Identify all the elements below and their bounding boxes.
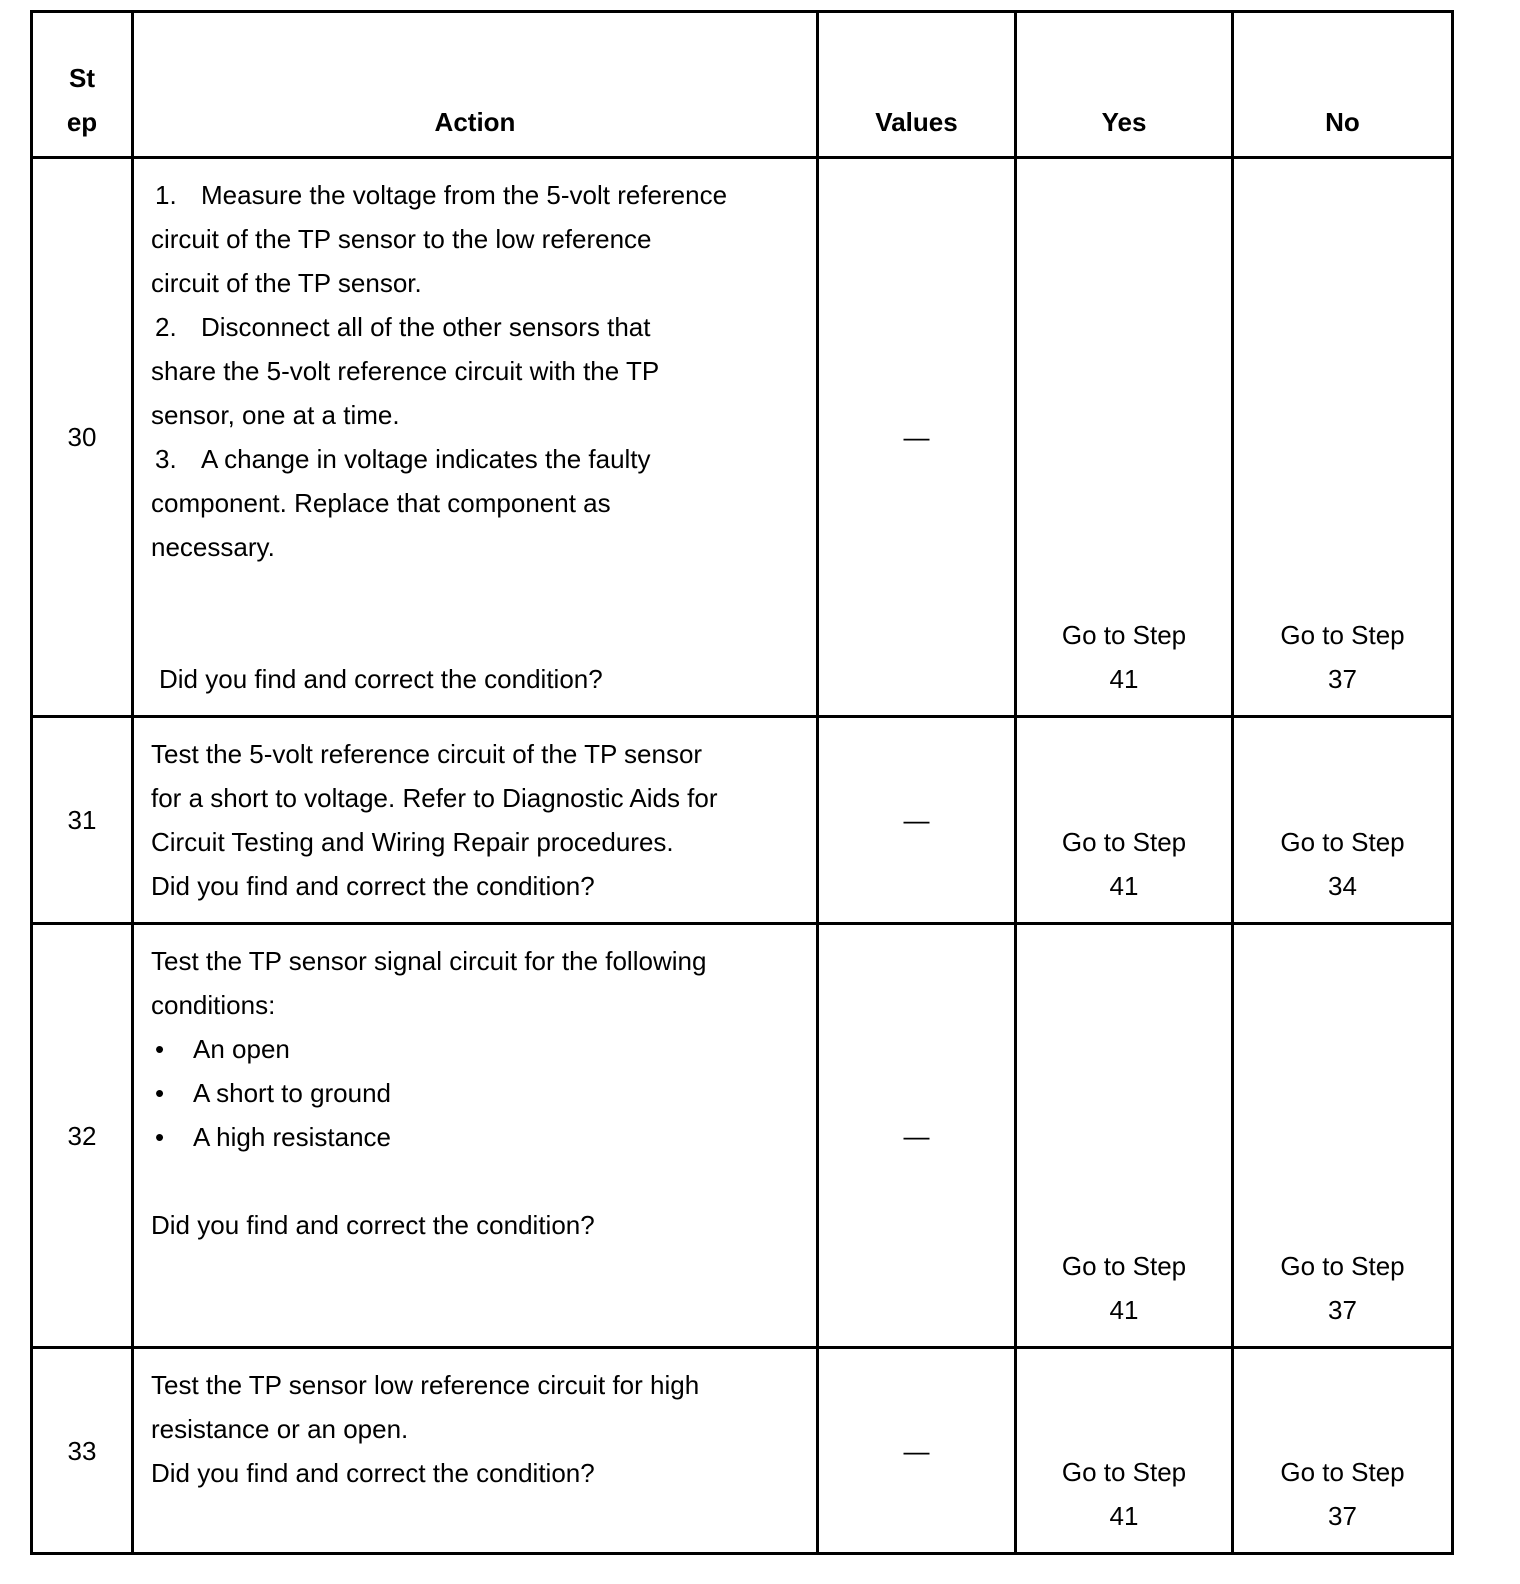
- table-row: [32, 158, 1453, 717]
- step-number: 33: [32, 1348, 133, 1554]
- action-cell: 1. Measure the voltage from the 5-volt reference circuit of the TP sensor to the low reference circuit of the TP sensor. 2. Disconnect all of the other sensors that share the 5-volt reference circuit with the TP sensor, one at a time. 3. A change in voltage indicates the faulty component. Replace that component as necessary. Did you find and correct the condition?: [133, 158, 818, 717]
- step-number: 32: [32, 924, 133, 1348]
- yes-cell: Go to Step 41: [1016, 1348, 1233, 1554]
- bullet-item: • An open: [155, 1034, 290, 1064]
- no-cell: Go to Step 37: [1233, 1348, 1453, 1554]
- yes-cell: Go to Step 41: [1016, 717, 1233, 924]
- value-cell: —: [818, 158, 1016, 717]
- header-values: Values: [818, 12, 1016, 158]
- table-row: [32, 924, 1453, 1348]
- step-number: 30: [32, 158, 133, 717]
- table-row: [32, 717, 1453, 924]
- question-text: Did you find and correct the condition?: [151, 1458, 595, 1488]
- header-action: Action: [133, 12, 818, 158]
- question-text: Did you find and correct the condition?: [159, 664, 603, 694]
- value-cell: —: [818, 1348, 1016, 1554]
- bullet-item: • A high resistance: [155, 1122, 392, 1152]
- step-number: 31: [32, 717, 133, 924]
- header-no: No: [1233, 12, 1453, 158]
- yes-cell: Go to Step 41: [1016, 158, 1233, 717]
- header-step: St ep: [32, 12, 133, 158]
- header-yes: Yes: [1016, 12, 1233, 158]
- value-cell: —: [818, 924, 1016, 1348]
- no-cell: Go to Step 34: [1233, 717, 1453, 924]
- no-cell: Go to Step 37: [1233, 158, 1453, 717]
- diagnostic-table: [30, 10, 1454, 1555]
- value-cell: —: [818, 717, 1016, 924]
- yes-cell: Go to Step 41: [1016, 924, 1233, 1348]
- header-row: [32, 12, 1453, 158]
- no-cell: Go to Step 37: [1233, 924, 1453, 1348]
- action-cell: Test the 5-volt reference circuit of the TP sensor for a short to voltage. Refer to Diagnostic Aids for Circuit Testing and Wiring Repair procedures. Did you find and correct the condition?: [133, 717, 818, 924]
- action-cell: Test the TP sensor low reference circuit for high resistance or an open. Did you find and correct the condition?: [133, 1348, 818, 1554]
- action-cell: Test the TP sensor signal circuit for the following conditions: • An open • A short to ground • A high resistance Did you find and correct the condition?: [133, 924, 818, 1348]
- bullet-item: • A short to ground: [155, 1078, 392, 1108]
- question-text: Did you find and correct the condition?: [151, 1210, 595, 1240]
- question-text: Did you find and correct the condition?: [151, 871, 595, 901]
- table-row: [32, 1348, 1453, 1554]
